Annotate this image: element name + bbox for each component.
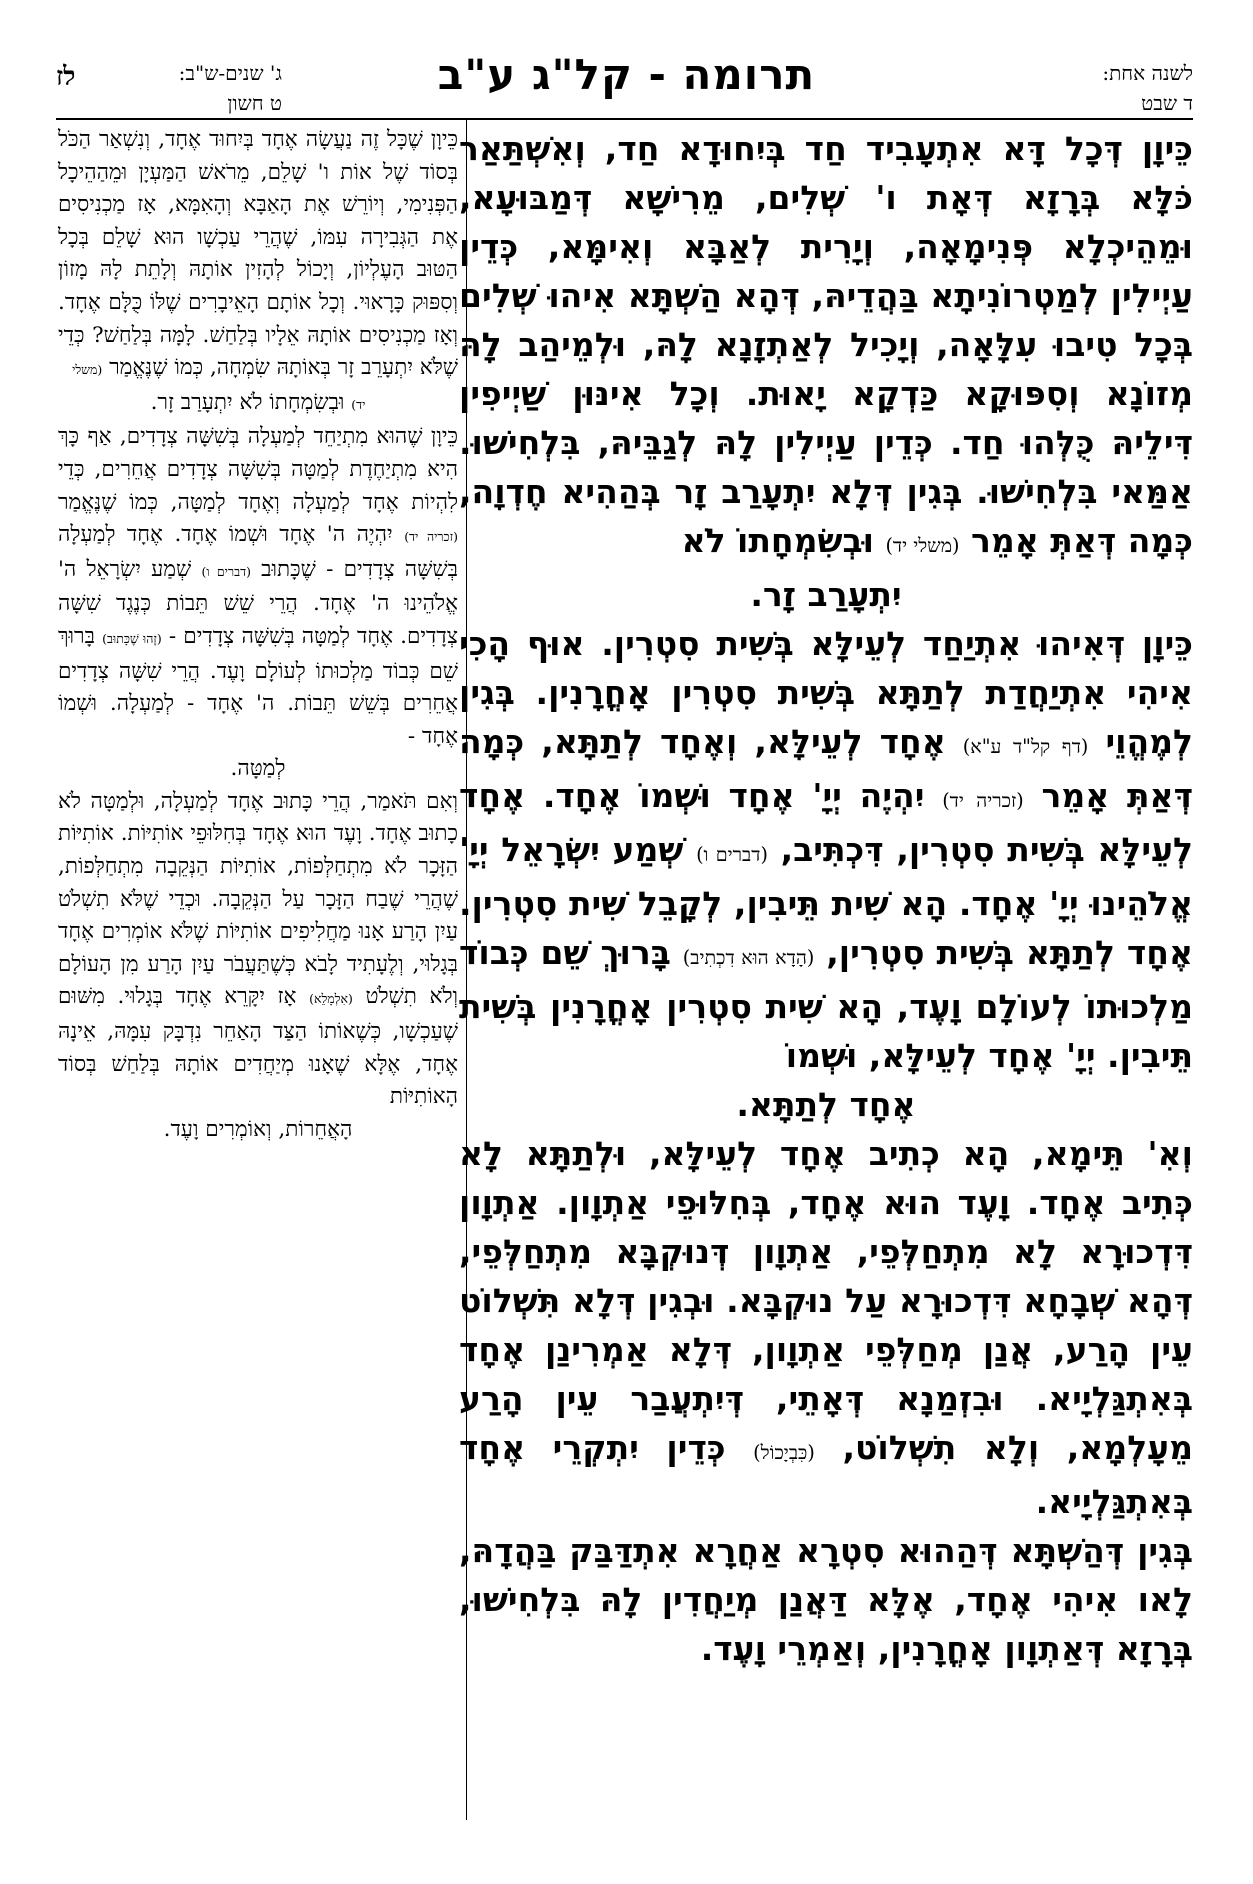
side-p1-center-line bbox=[58, 387, 458, 422]
main-p1-tail: וּבְשִׂמְחָתוֹ לֹא bbox=[681, 521, 874, 560]
side-p1-center-text: וּבְשִׂמְחָתוֹ לֹא יִתְעָרַב זָר. bbox=[150, 389, 345, 415]
header-left-schedule bbox=[92, 58, 282, 118]
main-p2-source-2: (זכריה יד) bbox=[942, 789, 1024, 812]
main-paragraph-1 bbox=[459, 124, 1193, 570]
side-p3-text-b: אָז יִקָּרֵא אֶחָד בְּגָלוּי. מִשּׁוּם שֶׁעַכְשָׁו, כְּשֶׁאוֹתוֹ הַצַּד הָאַחֵר נִדְבָּק עִמָּהּ, אֵינָהּ אֶחָד, אֶלָּא שֶׁאָנוּ מְיַחֲדִים אוֹתָהּ בְּלַחַשׁ בְּסוֹד הָאוֹתִיּוֹת bbox=[58, 984, 458, 1110]
main-p3-source: (כִּבְיָכוֹל) bbox=[753, 1441, 815, 1464]
main-p2-text-e: בָּרוּךְ שֵׁם כְּבוֹד מַלְכוּתוֹ לְעוֹלָם וָעֶד, הָא שִׁית סִטְרִין אָחֳרָנִין בְּשִׁית תֵּיבִין. יְיָ' אֶחָד לְעֵילָּא, וּשְׁמוֹ bbox=[459, 933, 1193, 1075]
main-p3-text: וְאִ' תֵּימָא, הָא כְתִיב אֶחָד לְעֵילָּא, וּלְתַתָּא לָא כְּתִיב אֶחָד. וָעֶד הוּא אֶחָד, בְּחִלּוּפֵי אַתְוָון. אַתְוָון דִּדְכוּרָא לָא מִתְחַלְּפֵי, אַתְוָון דְּנוּקְבָּא מִתְחַלְּפֵי, דְּהָא שְׁבָחָא דִּדְכוּרָא עַל נוּקְבָּא. וּבְגִין דְּלָא תִּשְׁלוֹט עֵין הָרַע, אֲנַן מְחַלְּפֵי אַתְוָון, דְּלָא אַמְרִינַן אֶחָד בְּאִתְגַּלְיָיא. וּבִזְמַנָא דְּאָתֵי, דְּיִתְעֲבַר עֵין הָרַע מֵעָלְמָא, וְלָא תִשְׁלוֹט, bbox=[459, 1134, 1193, 1467]
main-p1-source: (משלי יד) bbox=[885, 534, 960, 557]
main-p1-text: כֵּיוָן דְּכָל דָּא אִתְעָבִיד חַד בְּיִחוּדָא חַד, וְאִשְׁתַּאַר כֹּלָּא בְּרָזָא דְּאָת ו' שְׁלִים, מֵרִישָׁא דְּמַבּוּעָא, וּמֵהֵיכְלָא פְּנִימָאָה, וְיָרִית לְאַבָּא וְאִימָּא, כְּדֵין עַיְילִין לְמַטְרוֹנִיתָא בַּהֲדֵיהּ, דְּהָא הַשְׁתָּא אִיהוּ שְׁלִים בְּכָל טִיבוּ עִלָּאָה, וְיָכִיל לְאַתְזָנָא לָהּ, וּלְמֵיהַב לָהּ מְזוֹנָא וְסִפּוּקָא כַּדְקָא יָאוּת. וְכָל אִינּוּן שַׁיְיפִין דִּילֵיהּ כֻּלְּהוּ חַד. כְּדֵין עַיְילִין לָהּ לְגַבֵּיהּ, בִּלְחִישׁוּ. אַמַּאי בִּלְחִישׁוּ. בְּגִין דְּלָא יִתְעָרַב זָר בְּהַהִיא חֶדְוָה, כְּמָה דְּאַתְּ אָמֵר bbox=[459, 129, 1193, 560]
main-p2-source-3: (דברים ו) bbox=[696, 843, 768, 866]
header-rule bbox=[56, 118, 1193, 120]
translation-column bbox=[58, 124, 458, 1824]
side-p3-center-line: הָאֲחֵרוֹת, וְאוֹמְרִים וָעֶד. bbox=[163, 1116, 353, 1142]
side-p2-text-a: כֵּיוָן שֶׁהוּא מִתְיַחֵד לְמַעְלָה בְּשִׁשָּׁה צְדָדִים, אַף כָּךְ הִיא מִתְיַחֶדֶת לְמַטָּה בְּשִׁשָּׁה צְדָדִים אֲחֵרִים, כְּדֵי לִהְיוֹת אֶחָד לְמַעְלָה וְאֶחָד לְמַטָּה, כְּמוֹ שֶׁנֶּאֱמַר bbox=[58, 424, 458, 515]
main-p2-source-4: (הָדָא הוּא דִכְתִיב) bbox=[682, 946, 815, 969]
side-p2-source-2: (דברים ו) bbox=[201, 563, 251, 579]
side-p2-source-1: (זכריה יד) bbox=[404, 529, 458, 545]
main-p2-text-a: כֵּיוָן דְּאִיהוּ אִתְיַחַד לְעֵילָּא בְּשִׁית סִטְרִין. אוּף הָכִי אִיהִי אִתְיַחֲדַת לְתַתָּא בְּשִׁית סִטְרִין אָחֳרָנִין. בְּגִין לְמֶהֱוֵי bbox=[459, 624, 1193, 761]
page-title: תרומה - קל"ג ע"ב bbox=[437, 50, 816, 99]
side-p2-text-d: בָּרוּךְ שֵׁם כְּבוֹד מַלְכוּתוֹ לְעוֹלָם וָעֶד. הֲרֵי שִׁשָּׁה צְדָדִים אֲחֵרִים בְּשֵׁשׁ תֵּבוֹת. ה' אֶחָד - לְמַעְלָה. וּשְׁמוֹ אֶחָד - bbox=[58, 623, 458, 749]
side-paragraph-3 bbox=[58, 786, 458, 1114]
side-paragraph-2 bbox=[58, 421, 458, 753]
schedule-one-year-label: לשנה אחת: bbox=[1102, 61, 1193, 85]
side-p1-center-source: יד) bbox=[351, 396, 366, 412]
main-text-column bbox=[459, 124, 1193, 1824]
main-p2-text-d: שְׁמַע יִשְׂרָאֵל יְיָ' אֱלֹהֵינוּ יְיָ' אֶחָד. הָא שִׁית תֵּיבִין, לְקָבֵל שִׁית סִטְרִין. אֶחָד לְתַתָּא בְּשִׁית סִטְרִין, bbox=[459, 830, 1193, 972]
main-p2-center-line: אֶחָד לְתַתָּא. bbox=[736, 1085, 916, 1124]
side-p2-source-3: (זֶהוּ שֶׁכָּתוּב) bbox=[102, 630, 162, 646]
schedule-three-years-date: ט חשון bbox=[227, 91, 282, 115]
schedule-three-years-label: ג' שנים-ש"ב: bbox=[178, 61, 282, 85]
main-paragraph-4: בְּגִין דְּהַשְׁתָּא דְּהַהוּא סִטְרָא אַחֲרָא אִתְדַּבַּק בַּהֲדָהּ, לָאו אִיהִי אֶחָד, אֶלָּא דַּאֲנַן מְיַחֲדִין לָהּ בִּלְחִישׁוּ, בְּרָזָא דְּאַתְוָון אָחֳרָנִין, וְאַמְרֵי וָעֶד. bbox=[459, 1531, 1193, 1668]
main-p1-center-line: יִתְעָרַב זָר. bbox=[750, 575, 902, 614]
main-p2-text-b: אֶחָד לְעֵילָּא, וְאֶחָד לְתַתָּא, כְּמָה דְּאַתְּ אָמֵר bbox=[459, 722, 1193, 815]
side-p3-text-a: וְאִם תֹּאמַר, הֲרֵי כָּתוּב אֶחָד לְמַעְלָה, וּלְמַטָּה לֹא כָתוּב אֶחָד. וָעֶד הוּא אֶחָד בְּחִלּוּפֵי אוֹתִיּוֹת. אוֹתִיּוֹת הַזָּכָר לֹא מִתְחַלְּפוֹת, אוֹתִיּוֹת הַנְּקֵבָה מִתְחַלְּפוֹת, שֶׁהֲרֵי שֶׁבַח הַזָּכָר עַל הַנְּקֵבָה. וּכְדֵי שֶׁלֹּא תִשְׁלֹט עַיִן הָרַע אָנוּ מַחֲלִיפִים אוֹתִיּוֹת שֶׁלֹּא אוֹמְרִים אֶחָד בְּגָלוּי, וְלֶעָתִיד לָבֹא כְּשֶׁתַּעֲבֹר עַיִן הָרַע מִן הָעוֹלָם וְלֹא תִשְׁלֹט bbox=[58, 788, 459, 1010]
main-paragraph-3 bbox=[459, 1129, 1193, 1526]
side-p2-text-b: יִהְיֶה ה' אֶחָד וּשְׁמוֹ אֶחָד. אֶחָד לְמַעְלָה בְּשִׁשָּׁה צְדָדִים - שֶׁכָּתוּב bbox=[58, 522, 458, 582]
side-p2-center-line: לְמַטָּה. bbox=[230, 756, 286, 782]
main-p2-text-c: יִהְיֶה יְיָ' אֶחָד וּשְׁמוֹ אֶחָד. אֶחָד לְעֵילָּא בְּשִׁית סִטְרִין, דִּכְתִּיב, bbox=[459, 776, 1193, 869]
side-p1-source: (משלי bbox=[72, 362, 103, 378]
schedule-one-year-date: ד שבט bbox=[1141, 91, 1193, 115]
side-paragraph-1 bbox=[58, 124, 458, 387]
side-p1-text: כֵּיוָן שֶׁכָּל זֶה נַעֲשָׂה אֶחָד בְּיִחוּד אֶחָד, וְנִשְׁאַר הַכֹּל בְּסוֹד שֶׁל אוֹת ו' שָׁלֵם, מֵרֹאשׁ הַמַּעְיָן וּמֵהַהֵיכָל הַפְּנִימִי, וְיוֹרֵשׁ אֶת הָאַבָּא וְהָאִמָּא, אָז מַכְנִיסִים אֶת הַגְּבִירָה עִמּוֹ, שֶׁהֲרֵי עַכְשָׁו הוּא שָׁלֵם בְּכָל הַטּוּב הָעֶלְיוֹן, וְיָכוֹל לְהָזִין אוֹתָהּ וְלָתֵת לָהּ מָזוֹן וְסִפּוּק כָּרָאוּי. וְכָל אוֹתָם הָאֵיבָרִים שֶׁלּוֹ כֻּלָּם אֶחָד. וְאָז מַכְנִיסִים אוֹתָהּ אֵלָיו בְּלַחַשׁ. לָמָּה בְּלַחַשׁ? כְּדֵי שֶׁלֹּא יִתְעָרֵב זָר בְּאוֹתָהּ שִׂמְחָה, כְּמוֹ שֶׁנֶּאֱמַר bbox=[58, 127, 458, 381]
page-number: לז bbox=[56, 62, 76, 92]
side-p2-text-c: שְׁמַע יִשְׂרָאֵל ה' אֱלֹהֵינוּ ה' אֶחָד. הֲרֵי שֵׁשׁ תֵּבוֹת כְּנֶגֶד שִׁשָּׁה צְדָדִים. אֶחָד לְמַטָּה בְּשִׁשָּׁה צְדָדִים - bbox=[58, 556, 459, 649]
side-p3-source: (אִלְמָלֵא) bbox=[309, 991, 353, 1007]
main-p3-text-b: כְּדֵין יִתְקְרֵי אֶחָד בְּאִתְגַּלְיָיא. bbox=[459, 1428, 1193, 1521]
main-p2-source-1: (דף קל"ד ע"א) bbox=[962, 735, 1089, 758]
main-paragraph-2 bbox=[459, 619, 1193, 1080]
